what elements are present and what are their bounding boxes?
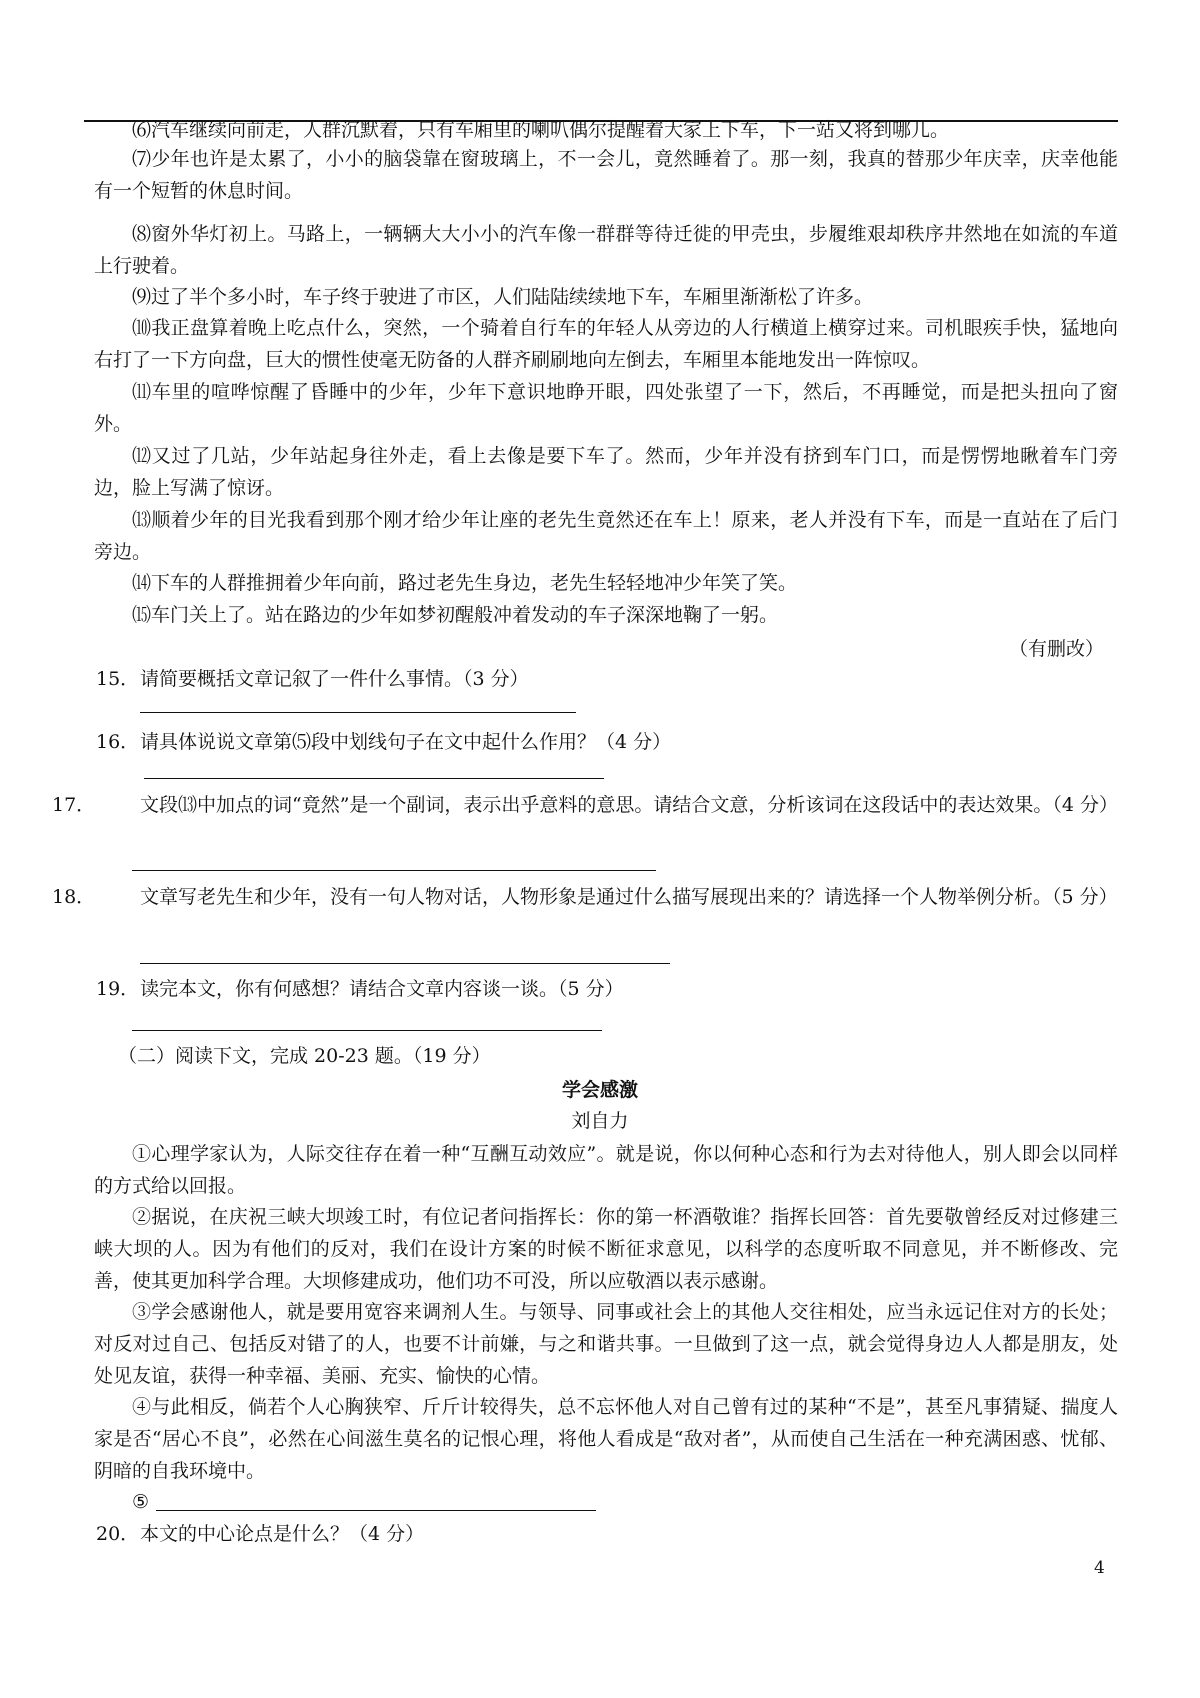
story-paragraph-11: ⑾车里的喧哗惊醒了昏睡中的少年，少年下意识地睁开眼，四处张望了一下，然后，不再睡觉，而是把头扭向了窗外。 [94,381,1118,435]
article-paragraph-2: ②据说，在庆祝三峡大坝竣工时，有位记者问指挥长：你的第一杯酒敬谁？指挥长回答：首先要敬曾经反对过修建三峡大坝的人。因为有他们的反对，我们在设计方案的时候不断征求意见，以科学的态度听取不同意见，并不断修改、完善，使其更加科学合理。大坝修建成功，他们功不可没，所以应敬酒以表示感谢。 [94,1206,1118,1292]
story-paragraph-15: ⒂车门关上了。站在路边的少年如梦初醒般冲着发动的车子深深地鞠了一躬。 [132,604,779,626]
question-19: 19．读完本文，你有何感想？请结合文章内容谈一谈。（5 分） [96,978,624,1000]
article-author: 刘自力 [571,1110,629,1132]
answer-line-16[interactable] [144,778,604,779]
question-20: 20．本文的中心论点是什么？（4 分） [96,1523,425,1545]
question-18: 18． 文章写老先生和少年，没有一句人物对话，人物形象是通过什么描写展现出来的？请选择一个人物举例分析。（5 分） [52,886,1118,908]
answer-line-17[interactable] [132,870,656,871]
article-title: 学会感激 [561,1079,638,1101]
story-paragraph-8: ⑻窗外华灯初上。马路上，一辆辆大大小小的汽车像一群群等待迁徙的甲壳虫，步履维艰却秩序井然地在如流的车道上行驶着。 [94,223,1118,277]
revision-note: （有删改） [1008,638,1104,660]
answer-line-paragraph-5[interactable] [156,1510,596,1511]
story-paragraph-6: ⑹汽车继续向前走，人群沉默着，只有车厢里的喇叭偶尔提醒着大家上下车，下一站又将到哪儿。 [132,119,950,141]
story-paragraph-13: ⒀顺着少年的目光我看到那个刚才给少年让座的老先生竟然还在车上！原来，老人并没有下车，而是一直站在了后门旁边。 [94,509,1118,563]
article-paragraph-1: ①心理学家认为，人际交往存在着一种“互酬互动效应”。就是说，你以何种心态和行为去对待他人，别人即会以同样的方式给以回报。 [94,1143,1118,1197]
question-16: 16．请具体说说文章第⑸段中划线句子在文中起什么作用？（4 分） [96,731,672,753]
answer-line-19[interactable] [132,1030,602,1031]
section-2-heading: （二）阅读下文，完成 20-23 题。（19 分） [118,1045,491,1067]
page-number: 4 [1094,1558,1105,1578]
question-17: 17． 文段⒀中加点的词“竟然”是一个副词，表示出乎意料的意思。请结合文意，分析该词在这段话中的表达效果。（4 分） [52,794,1119,816]
story-paragraph-9: ⑼过了半个多小时，车子终于驶进了市区，人们陆陆续续地下车，车厢里渐渐松了许多。 [132,286,874,308]
answer-line-15[interactable] [140,712,576,713]
story-paragraph-12: ⑿又过了几站，少年站起身往外走，看上去像是要下车了。然而，少年并没有挤到车门口，而是愣愣地瞅着车门旁边，脸上写满了惊讶。 [94,445,1118,499]
question-15: 15．请简要概括文章记叙了一件什么事情。（3 分） [96,668,529,690]
story-paragraph-7: ⑺少年也许是太累了，小小的脑袋靠在窗玻璃上，不一会儿，竟然睡着了。那一刻，我真的替那少年庆幸，庆幸他能有一个短暂的休息时间。 [94,148,1118,202]
article-paragraph-4: ④与此相反，倘若个人心胸狭窄、斤斤计较得失，总不忘怀他人对自己曾有过的某种“不是”，甚至凡事猜疑、揣度人家是否“居心不良”，必然在心间滋生莫名的记恨心理，将他人看成是“敌对者”，从而使自己生活在一种充满困惑、忧郁、阴暗的自我环境中。 [94,1396,1118,1482]
story-paragraph-10: ⑽我正盘算着晚上吃点什么，突然，一个骑着自行车的年轻人从旁边的人行横道上横穿过来。司机眼疾手快，猛地向右打了一下方向盘，巨大的惯性使毫无防备的人群齐刷刷地向左倒去，车厢里本能地发出一阵惊叹。 [94,317,1118,371]
article-paragraph-5: ⑤ [132,1491,150,1513]
story-paragraph-14: ⒁下车的人群推拥着少年向前，路过老先生身边，老先生轻轻地冲少年笑了笑。 [132,572,798,594]
answer-line-18[interactable] [140,963,670,964]
article-paragraph-3: ③学会感谢他人，就是要用宽容来调剂人生。与领导、同事或社会上的其他人交往相处，应当永远记住对方的长处；对反对过自己、包括反对错了的人，也要不计前嫌，与之和谐共事。一旦做到了这一点，就会觉得身边人人都是朋友，处处见友谊，获得一种幸福、美丽、充实、愉快的心情。 [94,1301,1118,1387]
